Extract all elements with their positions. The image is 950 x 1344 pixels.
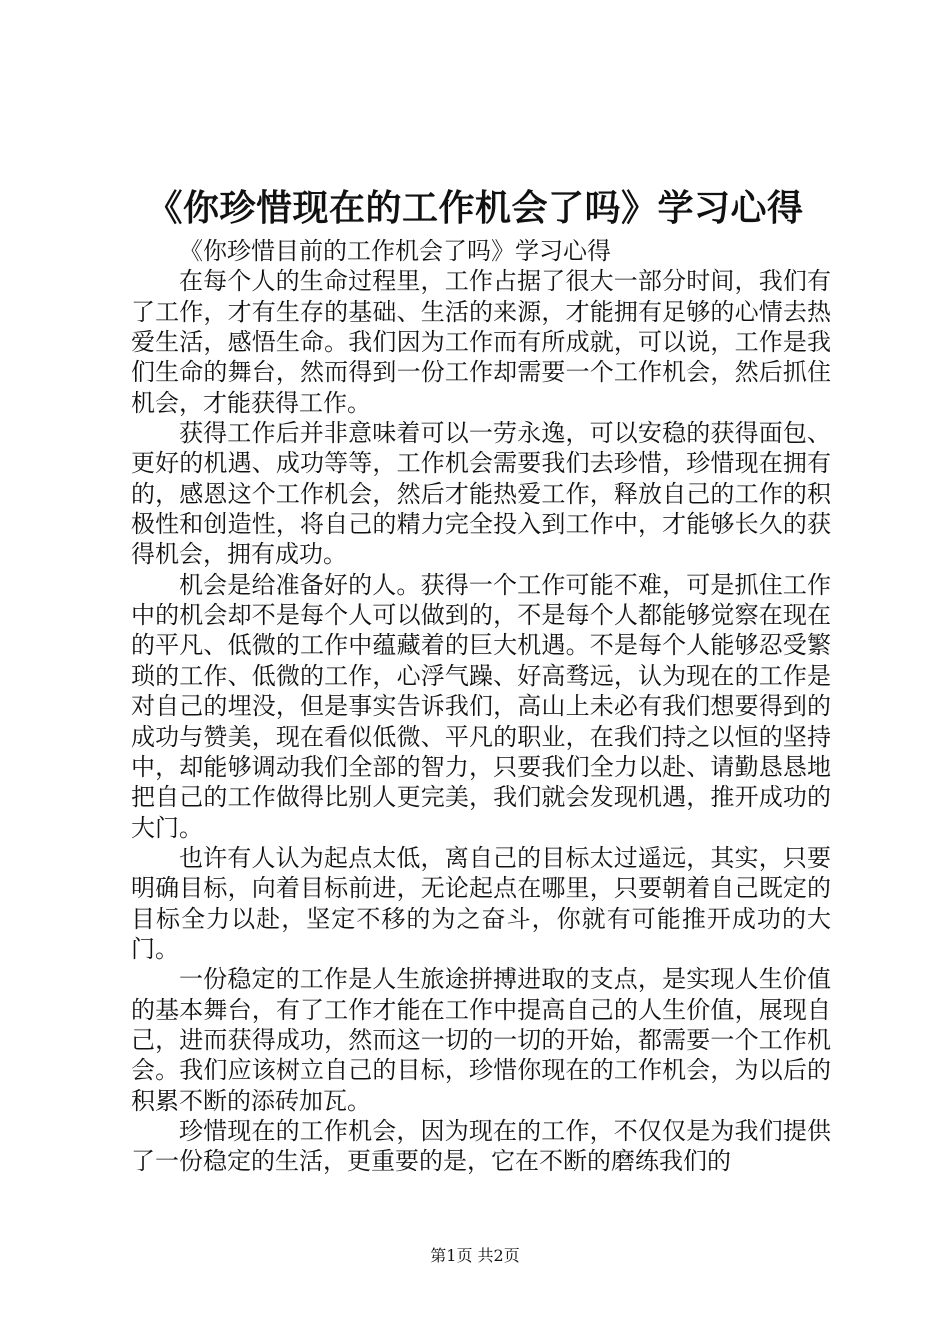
document-body bbox=[131, 236, 831, 1177]
body-paragraph: 获得工作后并非意味着可以一劳永逸，可以安稳的获得面包、更好的机遇、成功等等，工作机会需要我们去珍惜，珍惜现在拥有的，感恩这个工作机会，然后才能热爱工作，释放自己的工作的积极性和创造性，将自己的精力完全投入到工作中，才能够长久的获得机会，拥有成功。 bbox=[131, 419, 831, 569]
page-number-footer: 第1页 共2页 bbox=[430, 1246, 520, 1265]
body-paragraph: 机会是给准备好的人。获得一个工作可能不难，可是抓住工作中的机会却不是每个人可以做到的，不是每个人都能够觉察在现在的平凡、低微的工作中蕴藏着的巨大机遇。不是每个人能够忍受繁琐的工作、低微的工作，心浮气躁、好高骛远，认为现在的工作是对自己的埋没，但是事实告诉我们，高山上未必有我们想要得到的成功与赞美，现在看似低微、平凡的职业，在我们持之以恒的坚持中，却能够调动我们全部的智力，只要我们全力以赴、请勤恳恳地把自己的工作做得比别人更完美，我们就会发现机遇，推开成功的大门。 bbox=[131, 570, 831, 842]
document-title: 《你珍惜现在的工作机会了吗》学习心得 bbox=[146, 187, 804, 229]
subtitle-paragraph: 《你珍惜目前的工作机会了吗》学习心得 bbox=[179, 237, 611, 265]
body-paragraph: 珍惜现在的工作机会，因为现在的工作，不仅仅是为我们提供了一份稳定的生活，更重要的是，它在不断的磨练我们的 bbox=[131, 1116, 831, 1176]
body-paragraph: 一份稳定的工作是人生旅途拼搏进取的支点，是实现人生价值的基本舞台，有了工作才能在工作中提高自己的人生价值，展现自己，进而获得成功，然而这一切的一切的开始，都需要一个工作机会。我们应该树立自己的目标，珍惜你现在的工作机会，为以后的积累不断的添砖加瓦。 bbox=[131, 965, 831, 1115]
body-paragraph: 在每个人的生命过程里，工作占据了很大一部分时间，我们有了工作，才有生存的基础、生活的来源，才能拥有足够的心情去热爱生活，感悟生命。我们因为工作而有所成就，可以说，工作是我们生命的舞台，然而得到一份工作却需要一个工作机会，然后抓住机会，才能获得工作。 bbox=[131, 267, 831, 417]
body-paragraph: 也许有人认为起点太低，离自己的目标太过遥远，其实，只要明确目标，向着目标前进，无论起点在哪里，只要朝着自己既定的目标全力以赴，坚定不移的为之奋斗，你就有可能推开成功的大门。 bbox=[131, 843, 831, 963]
